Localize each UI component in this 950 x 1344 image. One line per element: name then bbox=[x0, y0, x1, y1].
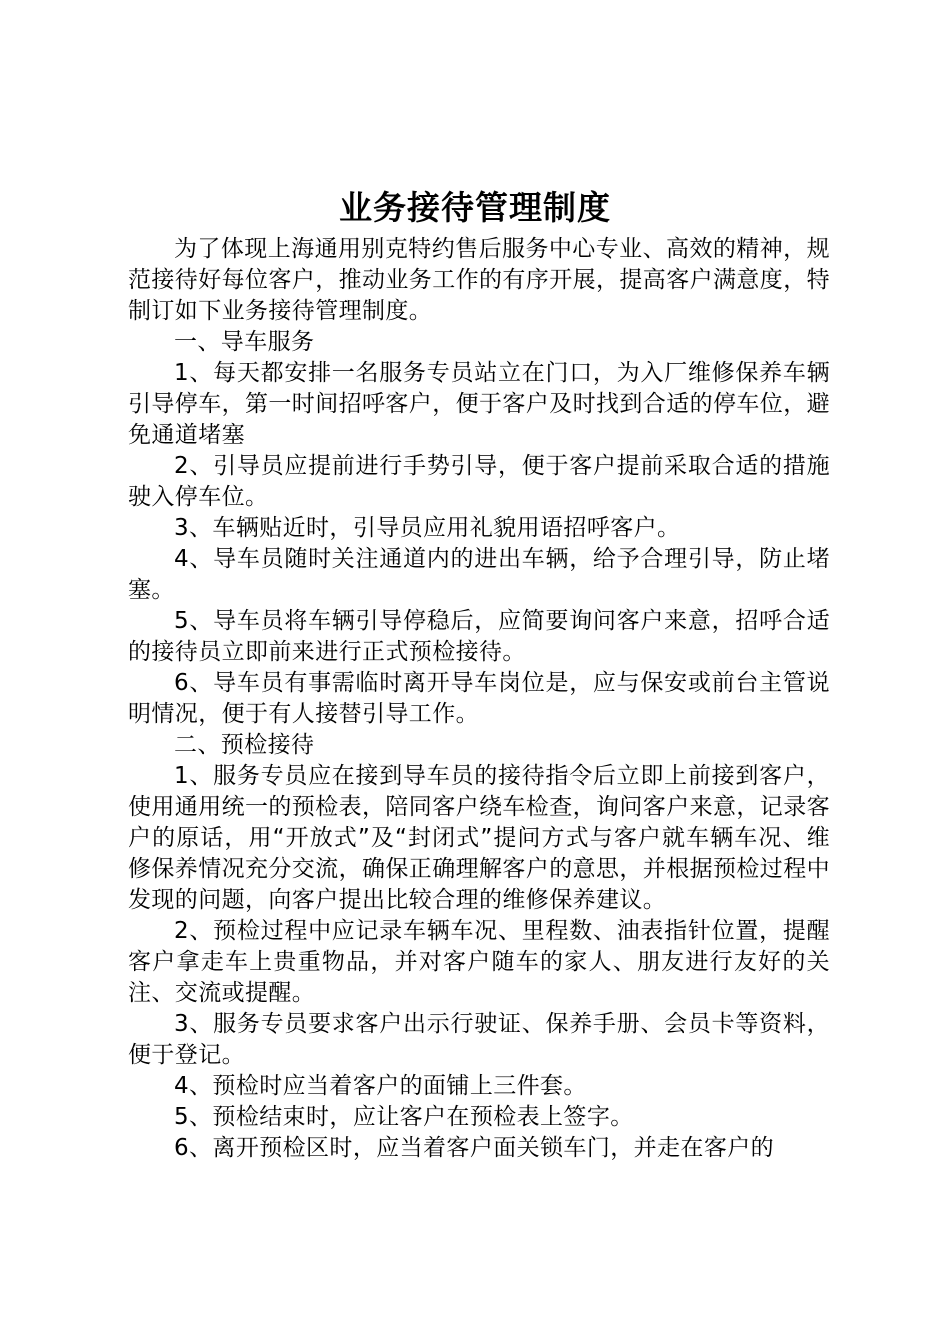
paragraph-item: 1、每天都安排一名服务专员站立在门口，为入厂维修保养车辆引导停车，第一时间招呼客户，便于客户及时找到合适的停车位，避免通道堵塞 bbox=[128, 360, 830, 448]
paragraph-item: 5、预检结束时，应让客户在预检表上签字。 bbox=[174, 1104, 634, 1130]
document-title: 业务接待管理制度 bbox=[339, 188, 611, 227]
paragraph-item: 2、引导员应提前进行手势引导，便于客户提前采取合适的措施驶入停车位。 bbox=[128, 453, 830, 510]
paragraph-item: 5、导车员将车辆引导停稳后，应简要询问客户来意，招呼合适的接待员立即前来进行正式预检接待。 bbox=[128, 608, 830, 665]
paragraph-item: 3、车辆贴近时，引导员应用礼貌用语招呼客户。 bbox=[174, 515, 681, 541]
section-heading-pre-inspection: 二、预检接待 bbox=[174, 732, 315, 758]
paragraph-item: 3、服务专员要求客户出示行驶证、保养手册、会员卡等资料，便于登记。 bbox=[128, 1011, 830, 1068]
paragraph-item: 4、导车员随时关注通道内的进出车辆，给予合理引导，防止堵塞。 bbox=[128, 546, 830, 603]
paragraph-item: 4、预检时应当着客户的面铺上三件套。 bbox=[174, 1073, 587, 1099]
document-body bbox=[128, 234, 830, 1164]
paragraph-intro: 为了体现上海通用别克特约售后服务中心专业、高效的精神，规范接待好每位客户，推动业务工作的有序开展，提高客户满意度，特制订如下业务接待管理制度。 bbox=[128, 236, 830, 324]
section-heading-guide-service: 一、导车服务 bbox=[174, 329, 315, 355]
paragraph-item: 1、服务专员应在接到导车员的接待指令后立即上前接到客户，使用通用统一的预检表，陪同客户绕车检查，询问客户来意，记录客户的原话，用“开放式”及“封闭式”提问方式与客户就车辆车况、维修保养情况充分交流，确保正确理解客户的意思，并根据预检过程中发现的问题，向客户提出比较合理的维修保养建议。 bbox=[128, 763, 830, 913]
paragraph-item: 6、导车员有事需临时离开导车岗位是，应与保安或前台主管说明情况，便于有人接替引导工作。 bbox=[128, 670, 830, 727]
paragraph-item: 6、离开预检区时，应当着客户面关锁车门，并走在客户的 bbox=[174, 1135, 775, 1161]
paragraph-item: 2、预检过程中应记录车辆车况、里程数、油表指针位置，提醒客户拿走车上贵重物品，并对客户随车的家人、朋友进行友好的关注、交流或提醒。 bbox=[128, 918, 830, 1006]
